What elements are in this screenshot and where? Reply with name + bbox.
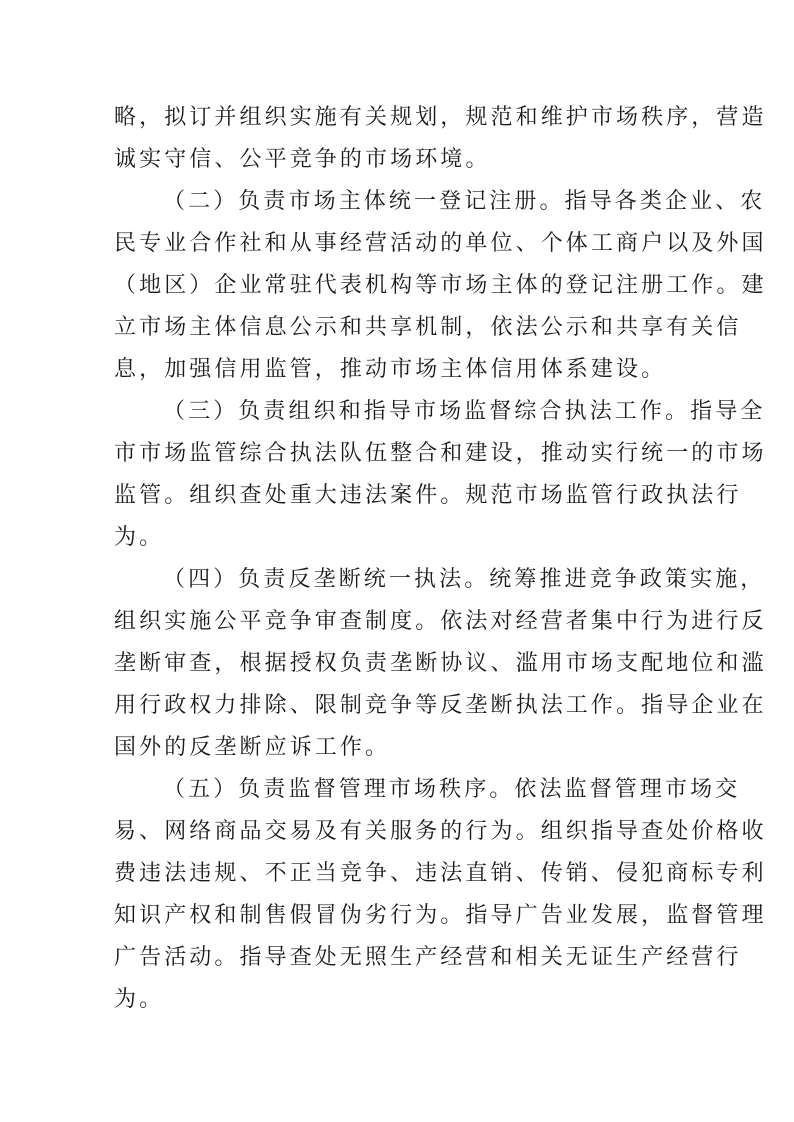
text-line: 垄断审查，根据授权负责垄断协议、滥用市场支配地位和滥 [114, 651, 767, 676]
text-line: 民专业合作社和从事经营活动的单位、个体工商户以及外国 [114, 231, 767, 256]
text-line: 立市场主体信息公示和共享机制，依法公示和共享有关信 [114, 315, 742, 340]
text-line: 市市场监管综合执法队伍整合和建设，推动实行统一的市场 [114, 441, 767, 466]
text-line: 广告活动。指导查处无照生产经营和相关无证生产经营行 [114, 945, 742, 970]
paragraph-start-line: （三）负责组织和指导市场监督综合执法工作。指导全 [163, 399, 766, 424]
paragraph-start-line: （五）负责监督管理市场秩序。依法监督管理市场交 [163, 777, 741, 802]
text-line: 费违法违规、不正当竞争、违法直销、传销、侵犯商标专利 [114, 861, 767, 886]
text-line: 知识产权和制售假冒伪劣行为。指导广告业发展，监督管理 [114, 903, 767, 928]
paragraph-start-line: （二）负责市场主体统一登记注册。指导各类企业、农 [163, 189, 766, 214]
text-line: 监管。组织查处重大违法案件。规范市场监管行政执法行 [114, 483, 742, 508]
text-line: 国外的反垄断应诉工作。 [114, 735, 391, 760]
text-line: 用行政权力排除、限制竞争等反垄断执法工作。指导企业在 [114, 693, 767, 718]
text-line: 为。 [114, 987, 165, 1012]
text-line: 略，拟订并组织实施有关规划，规范和维护市场秩序，营造 [114, 105, 767, 130]
text-line: 组织实施公平竞争审查制度。依法对经营者集中行为进行反 [114, 609, 767, 634]
paragraph-start-line: （四）负责反垄断统一执法。统筹推进竞争政策实施， [163, 567, 766, 592]
text-line: （地区）企业常驻代表机构等市场主体的登记注册工作。建 [114, 273, 767, 298]
text-line: 为。 [114, 525, 165, 550]
text-line: 诚实守信、公平竞争的市场环境。 [114, 147, 491, 172]
document-body [114, 97, 767, 1021]
text-line: 息，加强信用监管，推动市场主体信用体系建设。 [114, 357, 667, 382]
text-line: 易、网络商品交易及有关服务的行为。组织指导查处价格收 [114, 819, 767, 844]
